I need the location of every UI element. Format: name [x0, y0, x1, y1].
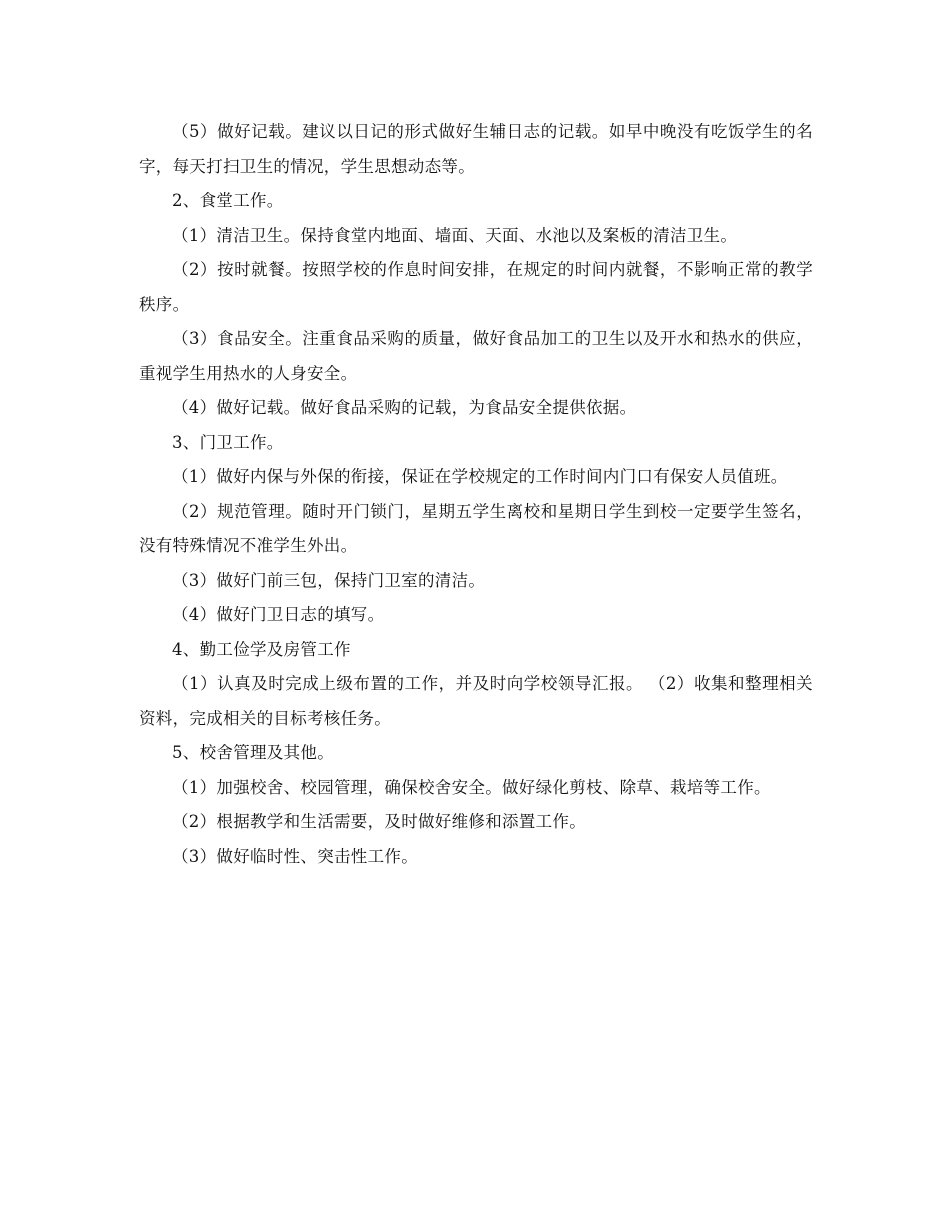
heading-canteen-work: 2、食堂工作。 [172, 191, 284, 210]
heading-gate-work: 3、门卫工作。 [172, 432, 284, 452]
paragraph-gate-log: （4）做好门卫日志的填写。 [172, 605, 385, 624]
document-body [139, 115, 813, 874]
paragraph-food-safety: （3）食品安全。注重食品采购的质量，做好食品加工的卫生以及开水和热水的供应，重视学生用热水的人身安全。 [139, 329, 813, 383]
paragraph-gate-cleanliness: （3）做好门前三包，保持门卫室的清洁。 [172, 570, 486, 590]
paragraph-campus-safety: （1）加强校舍、校园管理，确保校舍安全。做好绿化剪枝、除草、栽培等工作。 [172, 777, 771, 797]
heading-campus-management: 5、校舍管理及其他。 [172, 743, 334, 762]
paragraph-maintenance: （2）根据教学和生活需要，及时做好维修和添置工作。 [172, 812, 586, 831]
paragraph-gate-management: （2）规范管理。随时开门锁门，星期五学生离校和星期日学生到校一定要学生签名，没有特殊情况不准学生外出。 [139, 501, 813, 555]
paragraph-workstudy-tasks: （1）认真及时完成上级布置的工作，并及时向学校领导汇报。 （2）收集和整理相关资料，完成相关的目标考核任务。 [139, 674, 813, 728]
heading-workstudy-housing: 4、勤工俭学及房管工作 [172, 639, 351, 659]
paragraph-gate-security: （1）做好内保与外保的衔接，保证在学校规定的工作时间内门口有保安人员值班。 [172, 467, 788, 486]
paragraph-canteen-mealtime: （2）按时就餐。按照学校的作息时间安排，在规定的时间内就餐，不影响正常的教学秩序。 [139, 260, 813, 314]
paragraph-canteen-cleaning: （1）清洁卫生。保持食堂内地面、墙面、天面、水池以及案板的清洁卫生。 [172, 225, 738, 245]
paragraph-canteen-record: （4）做好记载。做好食品采购的记载，为食品安全提供依据。 [172, 398, 637, 417]
paragraph-temporary-work: （3）做好临时性、突击性工作。 [172, 846, 418, 866]
paragraph-dormitory-record: （5）做好记载。建议以日记的形式做好生辅日志的记载。如早中晚没有吃饭学生的名字，每天打扫卫生的情况，学生思想动态等。 [139, 122, 813, 176]
